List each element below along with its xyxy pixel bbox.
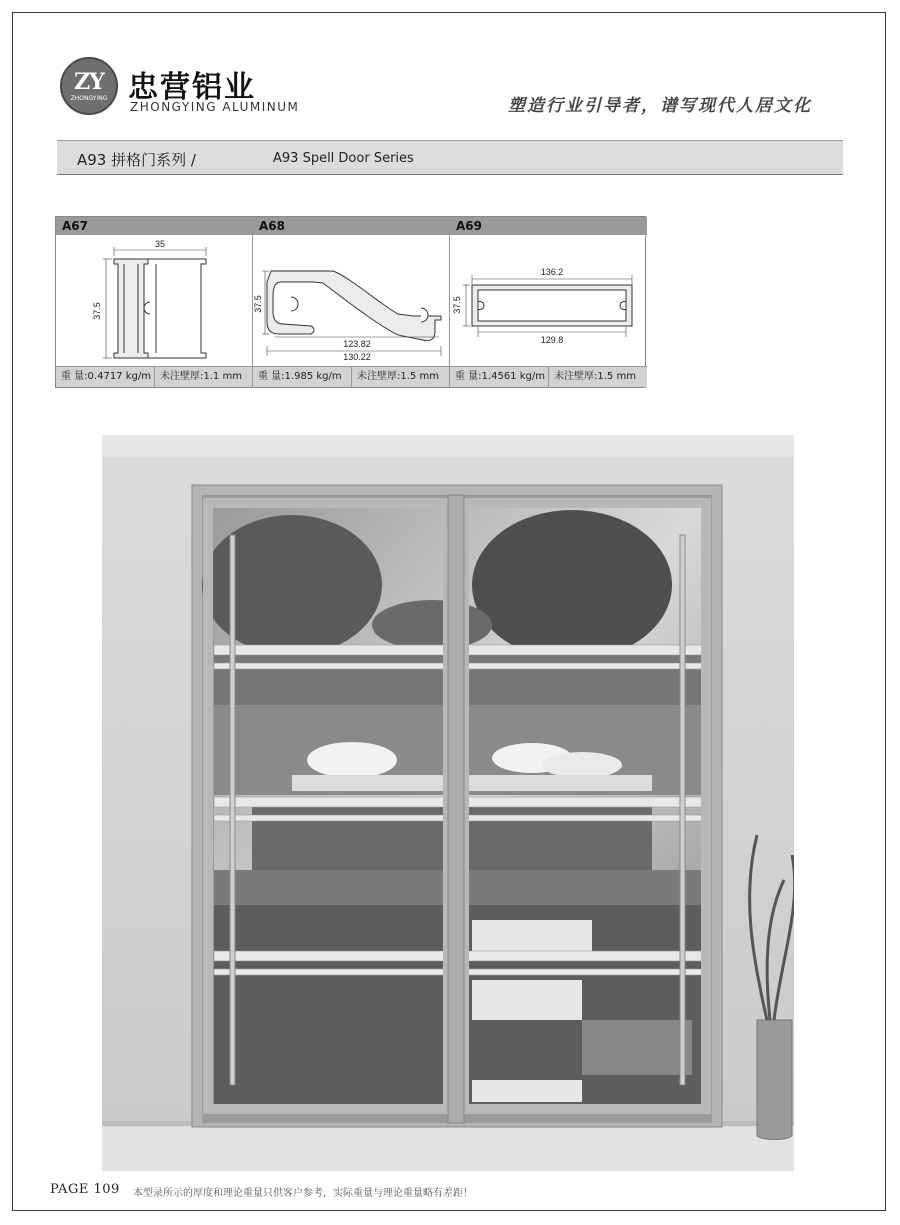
series-title-en: A93 Spell Door Series (273, 151, 414, 166)
profile-spec-row (253, 366, 449, 387)
series-title-cn: A93 拼格门系列 / (77, 151, 196, 169)
brand-name-en: ZHONGYING ALUMINUM (130, 100, 300, 114)
profile-a69-drawing (450, 236, 646, 367)
dim-height-label: 37.5 (452, 296, 462, 314)
profile-card-a69 (450, 217, 647, 387)
profile-code: A68 (253, 217, 449, 235)
product-photo-sliding-door (102, 435, 794, 1171)
dim-inner-label: 129.8 (540, 335, 564, 345)
thickness-value: 未注壁厚:1.5 mm (554, 371, 636, 382)
series-title-bar (57, 140, 843, 175)
dim-height-label: 37.5 (253, 295, 263, 313)
profile-spec-table (55, 216, 646, 388)
logo-small-text: ZHONGYING (70, 95, 108, 102)
dim-width-label: 35 (154, 239, 166, 249)
page-number: PAGE 109 (50, 1182, 120, 1197)
weight-disclaimer: 本型录所示的厚度和理论重量只供客户参考，实际重量与理论重量略有差距！ (133, 1188, 473, 1199)
profile-card-a68 (253, 217, 450, 387)
weight-value: 重 量:0.4717 kg/m (61, 371, 151, 382)
weight-value: 重 量:1.985 kg/m (258, 371, 342, 382)
floor (102, 1125, 794, 1171)
logo-monogram: ZY (74, 69, 104, 95)
meeting-stile (448, 495, 464, 1123)
profile-card-a67 (56, 217, 253, 387)
profile-spec-row (56, 366, 252, 387)
thickness-value: 未注壁厚:1.1 mm (160, 371, 242, 382)
weight-value: 重 量:1.4561 kg/m (455, 371, 545, 382)
thickness-value: 未注壁厚:1.5 mm (357, 371, 439, 382)
brand-name-cn: 忠营铝业 (128, 70, 256, 105)
profile-spec-row (450, 366, 647, 387)
cell-divider (351, 367, 352, 387)
dim-outer-label: 136.2 (540, 267, 564, 277)
profile-a67-drawing (56, 236, 252, 367)
cell-divider (154, 367, 155, 387)
right-pull-handle[interactable] (680, 535, 685, 1085)
dim-outer-label: 130.22 (343, 352, 371, 362)
profile-a68-drawing (253, 236, 449, 367)
left-pull-handle[interactable] (230, 535, 235, 1085)
dim-height-label: 37.5 (92, 302, 102, 320)
cell-divider (548, 367, 549, 387)
dim-inner-label: 123.82 (343, 339, 371, 349)
profile-code: A69 (450, 217, 647, 235)
brand-logo (60, 57, 118, 115)
slogan: 塑造行业引导者，谱写现代人居文化 (508, 96, 812, 116)
profile-code: A67 (56, 217, 252, 235)
